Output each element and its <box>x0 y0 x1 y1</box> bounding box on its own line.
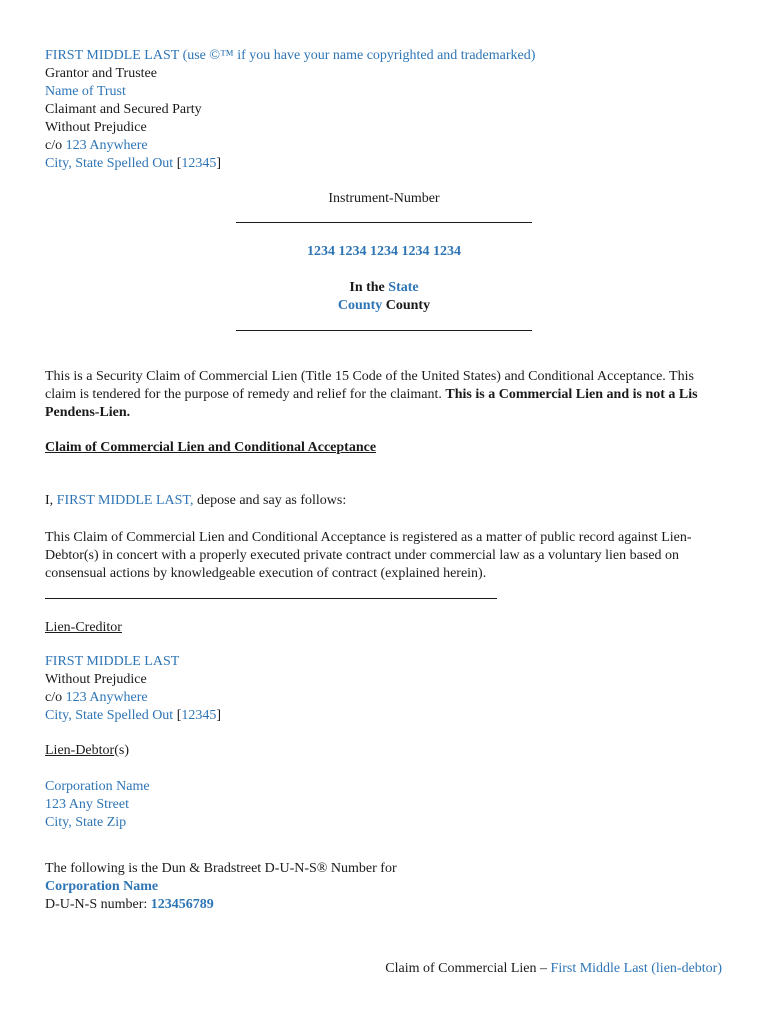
duns-number: 123456789 <box>150 897 214 912</box>
page-footer <box>385 960 722 978</box>
lien-creditor-heading: Lien-Creditor <box>45 620 122 635</box>
lien-debtor-heading-line <box>45 742 129 760</box>
grantor-name: FIRST MIDDLE LAST <box>45 48 180 63</box>
lien-creditor-zip-close: ] <box>216 708 222 723</box>
lien-creditor-prejudice: Without Prejudice <box>45 672 147 687</box>
lien-creditor-city-state: City, State Spelled Out <box>45 708 174 723</box>
lien-creditor-name: FIRST MIDDLE LAST <box>45 654 180 669</box>
duns-label: D-U-N-S number: <box>45 897 148 912</box>
county-suffix: County <box>385 298 431 313</box>
registration-rule <box>45 598 497 599</box>
grantor-role: Grantor and Trustee <box>45 66 157 81</box>
duns-intro: The following is the Dun & Bradstreet D-U-N-S® Number for <box>45 861 397 876</box>
lien-debtor-heading-suffix: (s) <box>114 743 129 758</box>
zip-open: [ <box>176 156 182 171</box>
without-prejudice: Without Prejudice <box>45 120 147 135</box>
lien-debtor-corp: Corporation Name <box>45 779 150 794</box>
trust-name: Name of Trust <box>45 84 126 99</box>
grantor-name-line <box>45 47 535 65</box>
lien-creditor-zip: 12345 <box>181 708 217 723</box>
lien-creditor-city-line <box>45 707 221 725</box>
duns-number-line <box>45 896 397 914</box>
zip-close: ] <box>216 156 222 171</box>
county-name: County <box>337 298 383 313</box>
lien-creditor-zip-open: [ <box>176 708 182 723</box>
claim-heading: Claim of Commercial Lien and Conditional Acceptance <box>45 440 377 455</box>
intro-bold-text: This is a Commercial Lien and is not a Lis Pendens-Lien. <box>45 387 698 420</box>
instrument-label: Instrument-Number <box>328 191 440 206</box>
intro-text: This is a Security Claim of Commercial Lien (Title 15 Code of the United States) and Conditional Acceptance. This claim is tendered for the purpose of remedy and relief for the claimant. <box>45 369 694 402</box>
lien-debtor-street: 123 Any Street <box>45 797 129 812</box>
depose-suffix: depose and say as follows: <box>196 493 347 508</box>
intro-paragraph <box>45 368 725 422</box>
lien-debtor-heading: Lien-Debtor <box>45 743 115 758</box>
instrument-number: 1234 1234 1234 1234 1234 <box>307 244 461 259</box>
grantor-name-note: (use ©™ if you have your name copyrighted and trademarked) <box>182 48 536 63</box>
depose-prefix: I, <box>45 493 54 508</box>
lien-creditor-care-of <box>45 689 221 707</box>
lien-debtor-city: City, State Zip <box>45 815 127 830</box>
city-state: City, State Spelled Out <box>45 156 174 171</box>
in-the-state-line <box>236 279 532 297</box>
zip-code: 12345 <box>181 156 217 171</box>
depose-line <box>45 492 346 510</box>
county-line <box>236 297 532 315</box>
duns-block <box>45 860 397 914</box>
lien-debtor-block <box>45 778 150 832</box>
duns-corp: Corporation Name <box>45 879 159 894</box>
footer-party: First Middle Last (lien-debtor) <box>550 961 722 976</box>
footer-title: Claim of Commercial Lien – <box>385 961 548 976</box>
care-of-prefix: c/o <box>45 138 63 153</box>
instrument-top-rule <box>236 222 532 223</box>
city-state-line <box>45 155 535 173</box>
care-of-address: 123 Anywhere <box>65 138 148 153</box>
lien-creditor-co-prefix: c/o <box>45 690 63 705</box>
depose-name: FIRST MIDDLE LAST, <box>56 493 194 508</box>
lien-creditor-block <box>45 653 221 725</box>
state-name: State <box>388 280 419 295</box>
header-block <box>45 47 535 173</box>
lien-creditor-address: 123 Anywhere <box>65 690 148 705</box>
care-of-line <box>45 137 535 155</box>
in-the-label: In the <box>349 280 385 295</box>
registration-paragraph: This Claim of Commercial Lien and Conditional Acceptance is registered as a matter of public record against Lien-Debtor(s) in concert with a properly executed private contract under commercial law as a voluntary lien based on consensual actions by knowledgeable execution of contract (explained herein). <box>45 530 692 581</box>
instrument-bottom-rule <box>236 330 532 331</box>
claimant-role: Claimant and Secured Party <box>45 102 202 117</box>
